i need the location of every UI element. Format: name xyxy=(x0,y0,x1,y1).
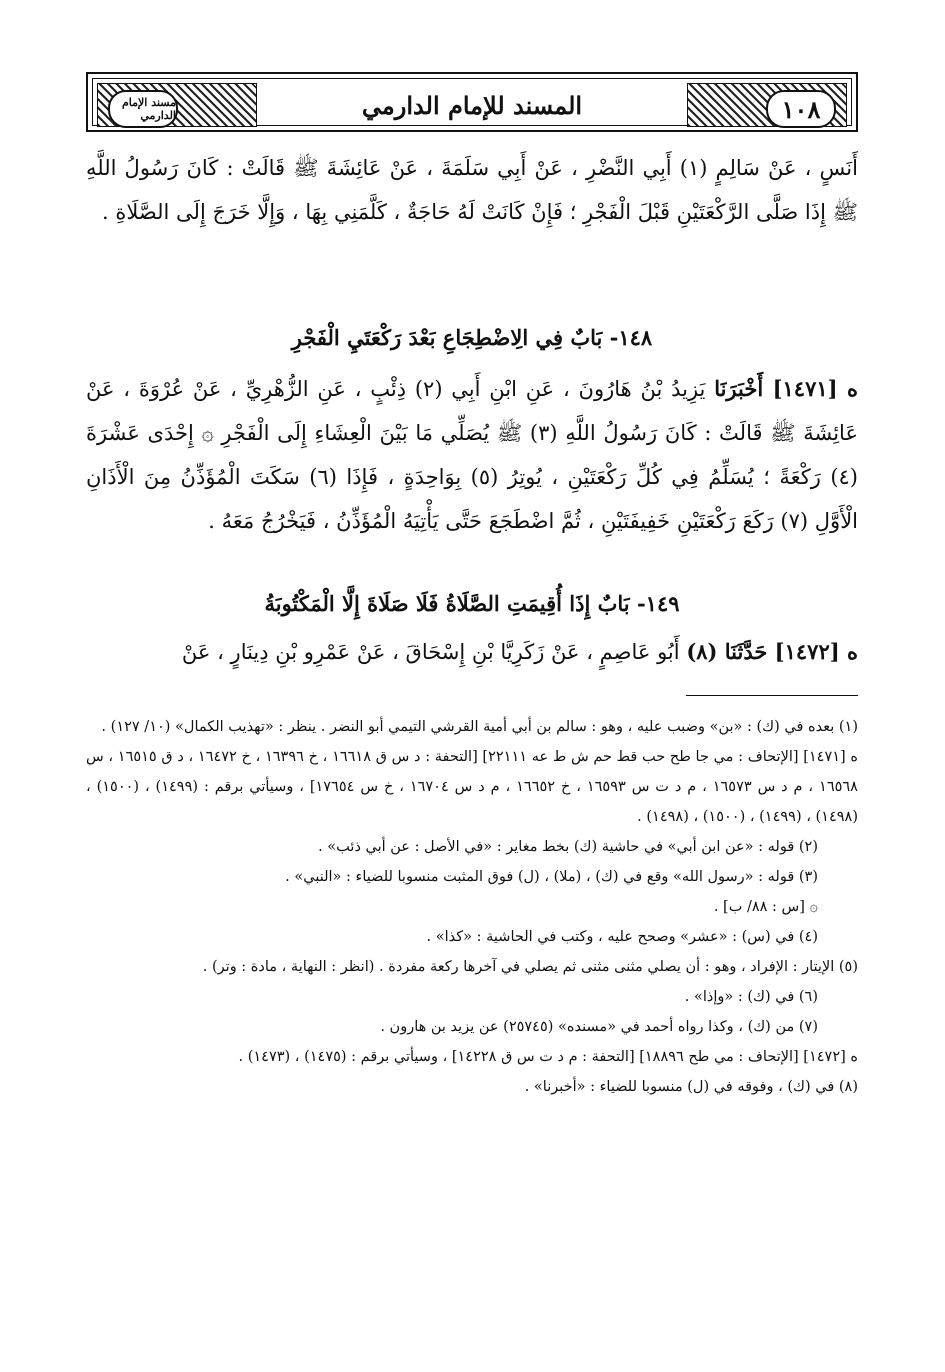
footnote-5: (٥) الإيتار : الإفراد ، وهو : أن يصلي مثنى مثنى ثم يصلي في آخرها ركعة مفردة . (انظر : النهاية ، مادة : وتر) . xyxy=(202,959,858,975)
header-frame xyxy=(92,78,852,126)
footnote-1471: ه [١٤٧١] [الإتحاف : مي جا طح حب قط حم ش ط عه ٢٢١١١] [التحفة : د س ق ١٦٦١٨ ، خ ١٦٣٩٦ ، خ ١٦٤٧٢ ، د ق ١٦٥١٥ ، س ١٦٥٦٨ ، م د س ١٦٥٧٣ ، م د ت س ١٦٥٩٣ ، خ ١٦٦٥٢ ، م د س ١٦٧٠٤ ، خ س ١٧٦٥٤] ، وسيأتي برقم : (١٤٩٩) ، (١٥٠٠) ، (١٤٩٨) ، (١٤٩٩) ، (١٥٠٠) ، (١٤٩٨) . xyxy=(86,749,858,825)
header-ornament-left xyxy=(97,83,257,127)
running-title: المسند للإمام الدارمي xyxy=(361,90,583,120)
footnote-1472: ه [١٤٧٢] [الإتحاف : مي طح ١٨٨٩٦] [التحفة : م د ت س ق ١٤٢٢٨] ، وسيأتي برقم : (١٤٧٥) ، (١٤٧٣) . xyxy=(238,1049,858,1065)
hadith-1472-text: أَبُو عَاصِمٍ ، عَنْ زَكَرِيَّا بْنِ إِسْحَاقَ ، عَنْ عَمْرِو بْنِ دِينَارٍ ، عَنْ xyxy=(181,640,680,664)
footnotes xyxy=(86,712,858,1102)
page-header xyxy=(86,72,858,132)
footnote-divider xyxy=(686,695,858,696)
footnote-8: (٨) في (ك) ، وفوقه في (ل) منسوبا للضياء : «أخبرنا» . xyxy=(524,1079,858,1095)
header-ornament-right xyxy=(687,83,847,127)
hadith-1471-text: يَزِيدُ بْنُ هَارُونَ ، عَنِ ابْنِ أَبِي (٢) ذِئْبٍ ، عَنِ الزُّهْرِيِّ ، عَنْ عُرْوَةَ ، عَنْ عَائِشَةَ ﷺ قَالَتْ : كَانَ رَسُولُ اللَّهِ (٣) ﷺ يُصَلِّي مَا بَيْنَ الْعِشَاءِ إِلَى الْفَجْرِ ۞ إِحْدَى عَشْرَةَ (٤) رَكْعَةً ؛ يُسَلِّمُ فِي كُلِّ رَكْعَتَيْنِ ، يُوتِرُ (٥) بِوَاحِدَةٍ ، فَإِذَا (٦) سَكَتَ الْمُؤَذِّنُ مِنَ الْأَذَانِ الْأَوَّلِ (٧) رَكَعَ رَكْعَتَيْنِ خَفِيفَتَيْنِ ، ثُمَّ اضْطَجَعَ حَتَّى يَأْتِيَهُ الْمُؤَذِّنُ ، فَيَخْرُجُ مَعَهُ . xyxy=(86,377,858,533)
footnote-1: (١) بعده في (ك) : «بن» وضبب عليه ، وهو : سالم بن أبي أمية القرشي التيمي أبو النضر . ينظر : «تهذيب الكمال» (١٠/ ١٢٧) . xyxy=(101,719,858,735)
hadith-1472-lead: ه [١٤٧٢] حَدَّثَنَا (٨) xyxy=(686,639,858,664)
chapter-heading-149: ١٤٩- بَابٌ إِذَا أُقِيمَتِ الصَّلَاةُ فَلَا صَلَاةَ إِلَّا الْمَكْتُوبَةُ xyxy=(264,591,680,616)
footnote-3: (٣) قوله : «رسول الله» وقع في (ك) ، (ملا) ، (ل) فوق المثبت منسوبا للضياء : «النبي» . xyxy=(285,869,818,885)
page-number: ١٠٨ xyxy=(766,90,836,128)
hadith-1472 xyxy=(86,630,858,674)
chapter-heading-148: ١٤٨- بَابٌ فِي الِاضْطِجَاعِ بَعْدَ رَكْعَتَيِ الْفَجْرِ xyxy=(291,325,653,350)
footnote-4: (٤) في (س) : «عشر» وصحح عليه ، وكتب في الحاشية : «كذا» . xyxy=(426,929,818,945)
hadith-1471-lead: ه [١٤٧١] أَخْبَرَنَا xyxy=(714,376,859,401)
hadith-1471 xyxy=(86,367,858,543)
footnote-7: (٧) من (ك) ، وكذا رواه أحمد في «مسنده» (٢٥٧٤٥) عن يزيد بن هارون . xyxy=(380,1019,818,1035)
publisher-seal: مسند الإمام الدارمي xyxy=(108,90,178,128)
paragraph-continuation: أَنَسٍ ، عَنْ سَالِمٍ (١) أَبِي النَّضْرِ ، عَنْ أَبِي سَلَمَةَ ، عَنْ عَائِشَةَ ﷺ قَالَتْ : كَانَ رَسُولُ اللَّهِ ﷺ إِذَا صَلَّى الرَّكْعَتَيْنِ قَبْلَ الْفَجْرِ ؛ فَإِنْ كَانَتْ لَهُ حَاجَةٌ ، كَلَّمَنِي بِهَا ، وَإِلَّا خَرَجَ إِلَى الصَّلَاةِ . xyxy=(86,156,858,224)
footnote-folio: ۞ [س : ٨٨/ ب] . xyxy=(713,899,818,915)
footnote-2: (٢) قوله : «عن ابن أبي» في حاشية (ك) بخط مغاير : «في الأصل : عن أبي ذئب» . xyxy=(318,839,818,855)
footnote-6: (٦) في (ك) : «وإذا» . xyxy=(684,989,818,1005)
